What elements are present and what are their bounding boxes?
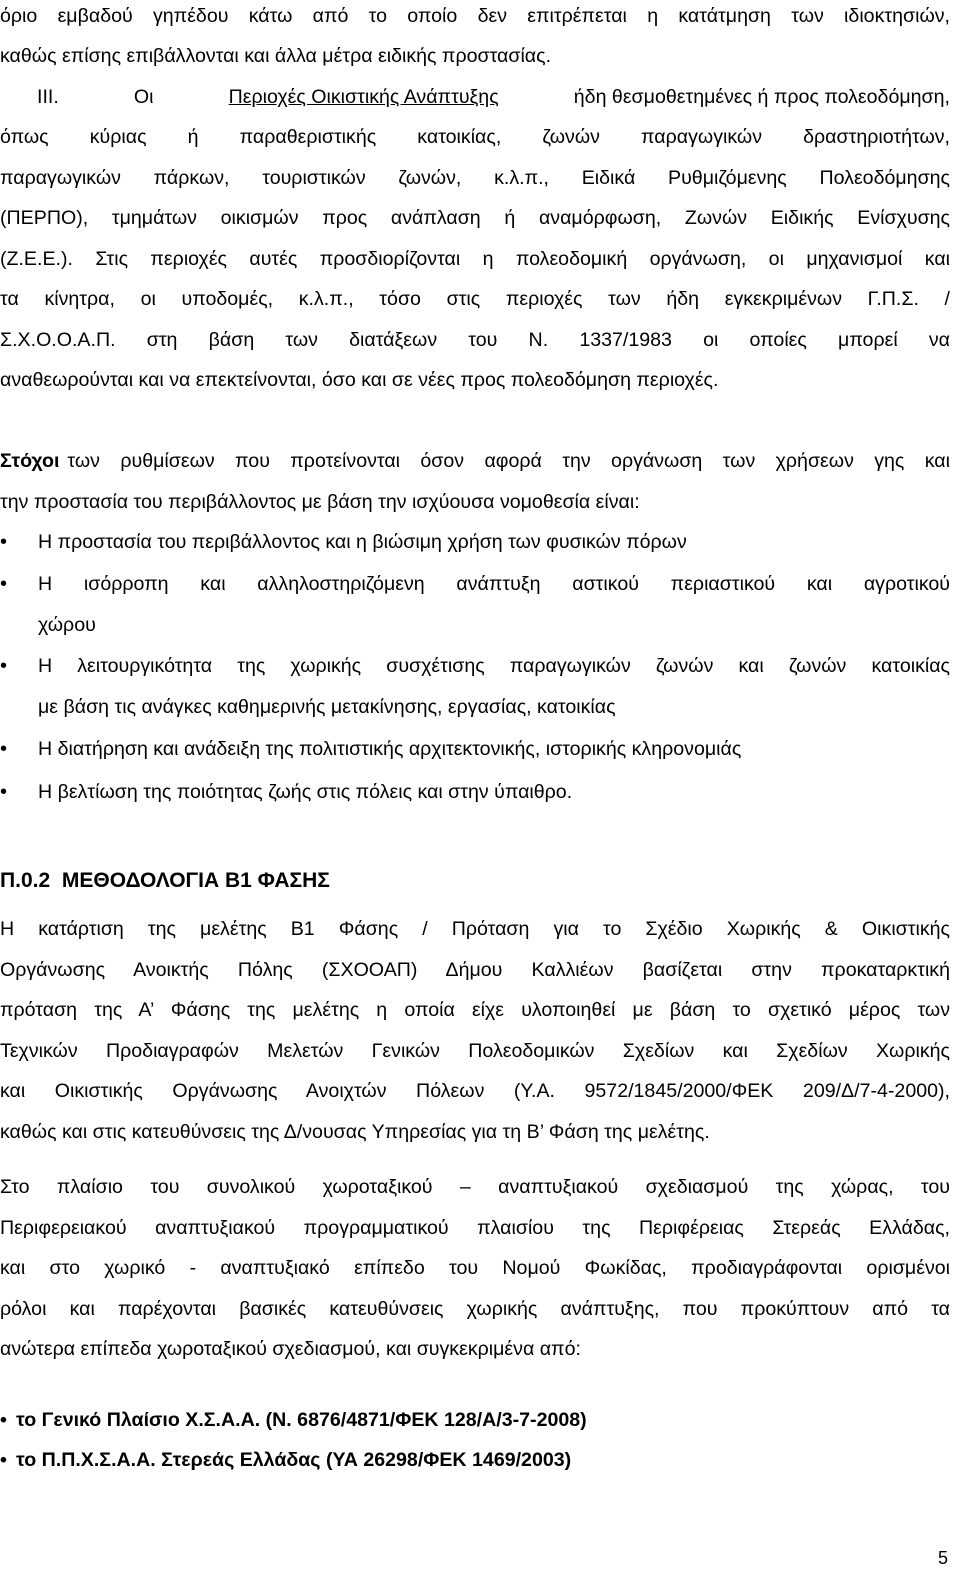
- bullet-text: Η προστασία του περιβάλλοντος και η βιώσιμη χρήση των φυσικών πόρων: [38, 531, 687, 553]
- paragraph-line: όριο εμβαδού γηπέδου κάτω από το οποίο δεν επιτρέπεται η κατάτμηση των ιδιοκτησιών,: [0, 5, 950, 27]
- bullet-icon: •: [0, 1449, 7, 1471]
- section-heading: Π.0.2 ΜΕΘΟΔΟΛΟΓΙΑ Β1 ΦΑΣΗΣ: [0, 869, 330, 892]
- underlined-term: Περιοχές Οικιστικής Ανάπτυξης: [228, 86, 499, 108]
- paragraph-line: ρόλοι και παρέχονται βασικές κατευθύνσεις χωρικής ανάπτυξης, που προκύπτουν από τα: [0, 1298, 950, 1320]
- bullet-icon: •: [0, 655, 8, 677]
- bullet-text-cont: με βάση τις ανάγκες καθημερινής μετακίνησης, εργασίας, κατοικίας: [38, 696, 616, 718]
- paragraph-line: Στο πλαίσιο του συνολικού χωροταξικού – αναπτυξιακού σχεδιασμού της χώρας, του: [0, 1176, 950, 1198]
- paragraph-line: (Ζ.Ε.Ε.). Στις περιοχές αυτές προσδιορίζονται η πολεοδομική οργάνωση, οι μηχανισμοί και: [0, 248, 950, 270]
- paragraph-line: αναθεωρούνται και να επεκτείνονται, όσο και σε νέες προς πολεοδόμηση περιοχές.: [0, 369, 719, 391]
- paragraph-line: Η κατάρτιση της μελέτης Β1 Φάσης / Πρόταση για το Σχέδιο Χωρικής & Οικιστικής: [0, 918, 950, 940]
- paragraph-line: Οργάνωσης Ανοικτής Πόλης (ΣΧΟΟΑΠ) Δήμου Καλλιέων βασίζεται στην προκαταρκτική: [0, 959, 950, 981]
- line-rest: των ρυθμίσεων που προτείνονται όσον αφορά την οργάνωση των χρήσεων γης και: [67, 450, 950, 472]
- paragraph-line: (ΠΕΡΠΟ), τμημάτων οικισμών προς ανάπλαση ή αναμόρφωση, Ζωνών Ειδικής Ενίσχυσης: [0, 207, 950, 229]
- goals-bold-word: Στόχοι: [0, 450, 60, 472]
- paragraph-line: την προστασία του περιβάλλοντος με βάση την ισχύουσα νομοθεσία είναι:: [0, 491, 640, 513]
- bullet-icon: •: [0, 573, 8, 595]
- paragraph-line: όπως κύριας ή παραθεριστικής κατοικίας, ζωνών παραγωγικών δραστηριοτήτων,: [0, 126, 950, 148]
- roman-numeral: III.: [37, 86, 59, 108]
- paragraph-line: καθώς επίσης επιβάλλονται και άλλα μέτρα ειδικής προστασίας.: [0, 45, 552, 67]
- paragraph-line: Τεχνικών Προδιαγραφών Μελετών Γενικών Πολεοδομικών Σχεδίων και Σχεδίων Χωρικής: [0, 1040, 950, 1062]
- paragraph-line: τα κίνητρα, οι υποδομές, κ.λ.π., τόσο στις περιοχές των ήδη εγκεκριμένων Γ.Π.Σ. /: [0, 288, 950, 310]
- line-rest: ήδη θεσμοθετημένες ή προς πολεοδόμηση,: [573, 86, 950, 108]
- bullet-text: Η λειτουργικότητα της χωρικής συσχέτισης παραγωγικών ζωνών και ζωνών κατοικίας: [38, 655, 950, 677]
- paragraph-line: παραγωγικών πάρκων, τουριστικών ζωνών, κ.λ.π., Ειδικά Ρυθμιζόμενης Πολεοδόμησης: [0, 167, 950, 189]
- paragraph-first-line: [37, 85, 950, 109]
- bullet-text-cont: χώρου: [38, 614, 96, 636]
- reference-item: το Γενικό Πλαίσιο Χ.Σ.Α.Α. (Ν. 6876/4871/ΦΕΚ 128/Α/3-7-2008): [16, 1409, 587, 1431]
- bullet-text: Η ισόρροπη και αλληλοστηριζόμενη ανάπτυξη αστικού περιαστικού και αγροτικού: [38, 573, 950, 595]
- bullet-icon: •: [0, 531, 8, 553]
- paragraph-line: Σ.Χ.Ο.Ο.Α.Π. στη βάση των διατάξεων του Ν. 1337/1983 οι οποίες μπορεί να: [0, 329, 950, 351]
- reference-item: το Π.Π.Χ.Σ.Α.Α. Στερεάς Ελλάδας (ΥΑ 26298/ΦΕΚ 1469/2003): [16, 1449, 572, 1471]
- paragraph-line: ανώτερα επίπεδα χωροταξικού σχεδιασμού, και συγκεκριμένα από:: [0, 1338, 581, 1360]
- paragraph-line: Περιφερειακού αναπτυξιακού προγραμματικού πλαισίου της Περιφέρειας Στερεάς Ελλάδας,: [0, 1217, 950, 1239]
- bullet-icon: •: [0, 738, 8, 760]
- lead-word: Οι: [133, 86, 154, 108]
- bullet-text: Η διατήρηση και ανάδειξη της πολιτιστικής αρχιτεκτονικής, ιστορικής κληρονομιάς: [38, 738, 742, 760]
- paragraph-line: πρόταση της Α’ Φάσης της μελέτης η οποία είχε υλοποιηθεί με βάση το σχετικό μέρος των: [0, 999, 950, 1021]
- paragraph-line: και στο χωρικό - αναπτυξιακό επίπεδο του Νομού Φωκίδας, προδιαγράφονται ορισμένοι: [0, 1257, 950, 1279]
- paragraph-line: και Οικιστικής Οργάνωσης Ανοιχτών Πόλεων (Υ.Α. 9572/1845/2000/ΦΕΚ 209/Δ/7-4-2000),: [0, 1080, 950, 1102]
- goals-first-line: [0, 449, 950, 473]
- paragraph-line: καθώς και στις κατευθύνσεις της Δ/νουσας Υπηρεσίας για τη Β’ Φάση της μελέτης.: [0, 1121, 710, 1143]
- bullet-icon: •: [0, 781, 8, 803]
- bullet-icon: •: [0, 1409, 7, 1431]
- page-number: 5: [938, 1548, 949, 1568]
- bullet-text: Η βελτίωση της ποιότητας ζωής στις πόλεις και στην ύπαιθρο.: [38, 781, 573, 803]
